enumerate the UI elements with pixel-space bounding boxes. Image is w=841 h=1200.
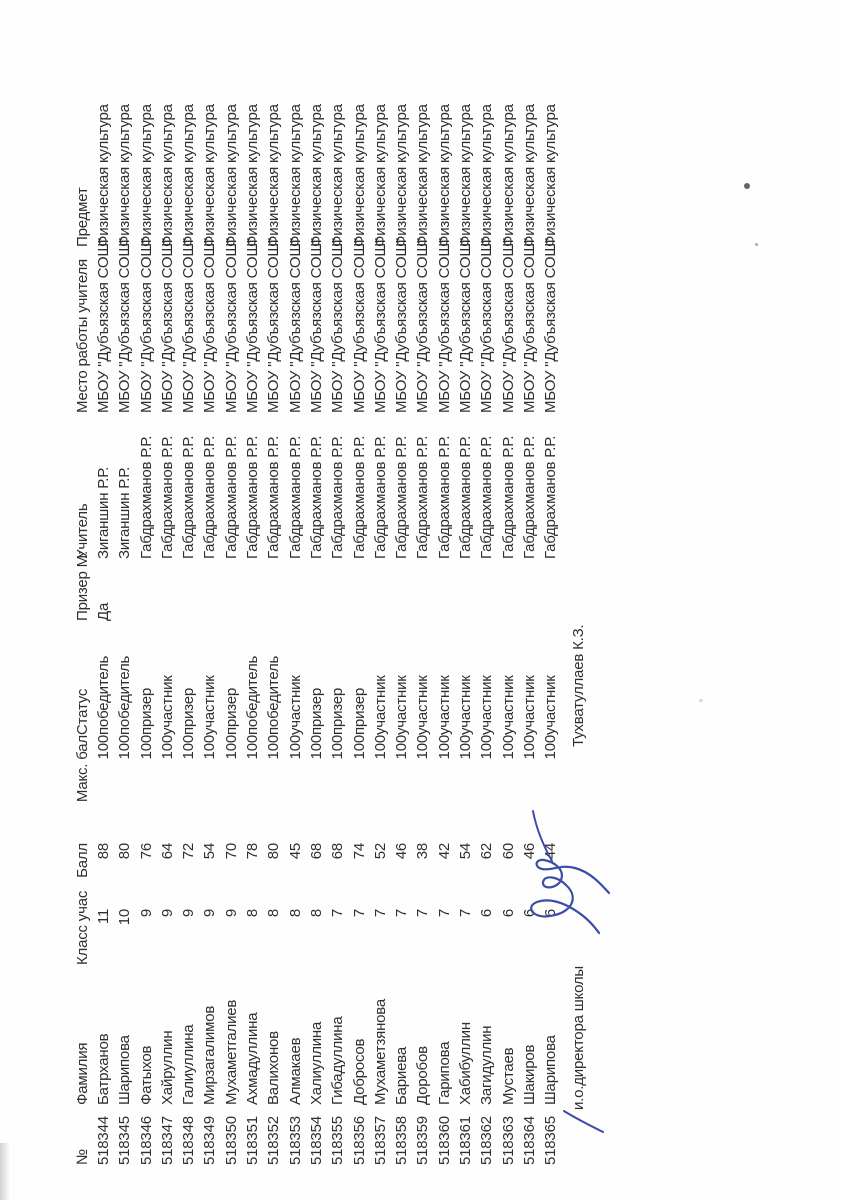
- cell-teacher: Габдрахманов Р.Р.: [286, 435, 304, 559]
- cell-grade: 6: [499, 909, 517, 918]
- cell-status: победитель: [95, 655, 112, 735]
- cell-subject: Физическая культура: [542, 104, 560, 247]
- cell-num: 518362: [478, 1116, 496, 1165]
- cell-surname: Ахмадуллина: [244, 1012, 262, 1105]
- cell-workplace: МБОУ "Дубъязская СОШ": [457, 237, 475, 413]
- cell-subject: Физическая культура: [371, 104, 389, 247]
- cell-subject: Физическая культура: [350, 104, 368, 247]
- cell-surname: Мирзагалимов: [201, 1005, 219, 1105]
- table-row: [327, 85, 348, 1165]
- cell-workplace: МБОУ "Дубъязская СОШ": [393, 237, 411, 413]
- cell-score: 46: [393, 843, 411, 860]
- cell-subject: Физическая культура: [393, 104, 411, 247]
- ink-speck: [744, 183, 750, 189]
- cell-score: 42: [435, 843, 453, 860]
- cell-teacher: Габдрахманов Р.Р.: [201, 435, 219, 559]
- cell-teacher: Габдрахманов Р.Р.: [265, 435, 283, 559]
- olympiad-results-table: [65, 85, 562, 1165]
- table-row: [136, 85, 157, 1165]
- cell-grade: 9: [158, 909, 176, 918]
- col-header-status: Статус: [73, 688, 91, 735]
- cell-subject: Физическая культура: [435, 104, 453, 247]
- cell-teacher: Габдрахманов Р.Р.: [244, 435, 262, 559]
- table-row: [199, 85, 220, 1165]
- table-row: [476, 85, 497, 1165]
- col-header-subject: Предмет: [73, 187, 91, 247]
- cell-subject: Физическая культура: [201, 104, 219, 247]
- cell-workplace: МБОУ "Дубъязская СОШ": [520, 237, 538, 413]
- cell-score: 54: [201, 843, 219, 860]
- cell-status: призер: [180, 687, 198, 735]
- cell-prize: [540, 559, 561, 621]
- table-row: [263, 85, 284, 1165]
- cell-prize: [114, 559, 135, 621]
- cell-workplace: МБОУ "Дубъязская СОШ": [307, 237, 325, 413]
- cell-score: 38: [414, 843, 432, 860]
- cell-num: 518350: [222, 1116, 240, 1165]
- cell-teacher: Габдрахманов Р.Р.: [158, 435, 176, 559]
- cell-surname: Гибадуллина: [329, 1016, 347, 1105]
- cell-prize: [370, 559, 391, 621]
- cell-grade: 9: [222, 909, 240, 918]
- cell-workplace: МБОУ "Дубъязская СОШ": [286, 237, 304, 413]
- cell-subject: Физическая культура: [265, 104, 283, 247]
- cell-grade: 7: [329, 909, 347, 918]
- cell-status: участник: [435, 675, 453, 735]
- cell-num: 518351: [244, 1116, 262, 1165]
- cell-subject: Физическая культура: [414, 104, 432, 247]
- cell-status: победитель: [244, 655, 262, 735]
- cell-max-score: 100: [95, 735, 112, 760]
- cell-num: 518346: [137, 1116, 155, 1165]
- table-row: [370, 85, 391, 1165]
- cell-prize: [178, 559, 199, 621]
- cell-grade: 9: [180, 909, 198, 918]
- col-header-max-score: Макс. бал: [73, 735, 91, 803]
- cell-max-score: 100: [201, 735, 219, 760]
- cell-status: победитель: [116, 655, 134, 735]
- cell-status: участник: [457, 675, 475, 735]
- cell-score: 54: [457, 843, 475, 860]
- cell-status: участник: [520, 675, 538, 735]
- cell-score: 72: [180, 843, 198, 860]
- cell-status: призер: [137, 687, 155, 735]
- table-row: [349, 85, 370, 1165]
- ink-speck: [755, 243, 758, 246]
- signer-name: Тухватуллаев К.З.: [570, 624, 587, 747]
- cell-prize: [391, 559, 412, 621]
- cell-score: 62: [478, 843, 496, 860]
- table-row: [242, 85, 263, 1165]
- cell-prize: [306, 559, 327, 621]
- cell-prize: [327, 559, 348, 621]
- cell-subject: Физическая культура: [95, 104, 112, 247]
- cell-surname: Шарипова: [542, 1035, 560, 1105]
- cell-subject: Физическая культура: [180, 104, 198, 247]
- rotated-scan-content: [65, 55, 665, 1165]
- cell-prize: [412, 559, 433, 621]
- cell-prize: [199, 559, 220, 621]
- cell-score: 76: [137, 843, 155, 860]
- cell-max-score: 100: [329, 735, 347, 760]
- cell-prize: [136, 559, 157, 621]
- cell-prize: [519, 559, 540, 621]
- cell-num: 518358: [393, 1116, 411, 1165]
- table-row: [412, 85, 433, 1165]
- cell-surname: Батрханов: [95, 1033, 112, 1105]
- cell-grade: 7: [393, 909, 411, 918]
- cell-max-score: 100: [499, 735, 517, 760]
- cell-teacher: Габдрахманов Р.Р.: [180, 435, 198, 559]
- cell-max-score: 100: [435, 735, 453, 760]
- cell-surname: Фатыхов: [137, 1045, 155, 1105]
- cell-num: 518355: [329, 1116, 347, 1165]
- cell-workplace: МБОУ "Дубъязская СОШ": [265, 237, 283, 413]
- cell-surname: Мухаметзянова: [371, 998, 389, 1105]
- table-row: [498, 85, 519, 1165]
- cell-max-score: 100: [478, 735, 496, 760]
- cell-status: участник: [478, 675, 496, 735]
- cell-num: 518365: [542, 1116, 560, 1165]
- signature-slash-stroke: [561, 1107, 607, 1135]
- cell-teacher: Габдрахманов Р.Р.: [307, 435, 325, 559]
- cell-status: участник: [201, 675, 219, 735]
- cell-num: 518344: [95, 1116, 112, 1165]
- col-header-grade: Класс учас: [73, 890, 91, 965]
- cell-workplace: МБОУ "Дубъязская СОШ": [244, 237, 262, 413]
- cell-num: 518356: [350, 1116, 368, 1165]
- cell-grade: 7: [457, 909, 475, 918]
- cell-status: победитель: [265, 655, 283, 735]
- scan-corner-shadow: [0, 1143, 10, 1200]
- cell-grade: 6: [478, 909, 496, 918]
- cell-max-score: 100: [542, 735, 560, 760]
- cell-max-score: 100: [350, 735, 368, 760]
- cell-subject: Физическая культура: [499, 104, 517, 247]
- cell-workplace: МБОУ "Дубъязская СОШ": [499, 237, 517, 413]
- table-header: [65, 85, 93, 1165]
- cell-grade: 11: [95, 909, 112, 925]
- cell-score: 52: [371, 843, 389, 860]
- col-header-prize: Призер М:: [73, 551, 91, 621]
- cell-status: участник: [414, 675, 432, 735]
- ink-speck: [699, 699, 703, 702]
- cell-prize: [455, 559, 476, 621]
- col-header-workplace: Место работы учителя: [73, 259, 91, 413]
- cell-prize: Да: [95, 602, 112, 621]
- cell-status: участник: [542, 675, 560, 735]
- cell-teacher: Габдрахманов Р.Р.: [222, 435, 240, 559]
- cell-surname: Хайруллин: [158, 1030, 176, 1105]
- cell-score: 60: [499, 843, 517, 860]
- cell-surname: Халиуллина: [307, 1021, 325, 1105]
- cell-status: призер: [329, 687, 347, 735]
- cell-grade: 8: [265, 909, 283, 918]
- cell-subject: Физическая культура: [286, 104, 304, 247]
- table-row: [157, 85, 178, 1165]
- cell-grade: 6: [520, 909, 538, 918]
- cell-status: участник: [371, 675, 389, 735]
- cell-teacher: Габдрахманов Р.Р.: [542, 435, 560, 559]
- cell-teacher: Зиганшин Р.Р.: [95, 466, 112, 559]
- cell-prize: [242, 559, 263, 621]
- cell-surname: Добросов: [350, 1038, 368, 1105]
- cell-score: 78: [244, 843, 262, 860]
- cell-prize: [157, 559, 178, 621]
- cell-max-score: 100: [414, 735, 432, 760]
- cell-surname: Мустаев: [499, 1047, 517, 1105]
- cell-score: 80: [116, 843, 134, 860]
- results-table-body: [93, 85, 562, 1165]
- cell-max-score: 100: [180, 735, 198, 760]
- table-row: [519, 85, 540, 1165]
- cell-num: 518360: [435, 1116, 453, 1165]
- table-row: [285, 85, 306, 1165]
- table-row: [221, 85, 242, 1165]
- cell-status: призер: [307, 687, 325, 735]
- cell-teacher: Габдрахманов Р.Р.: [414, 435, 432, 559]
- cell-grade: 7: [435, 909, 453, 918]
- cell-workplace: МБОУ "Дубъязская СОШ": [542, 237, 560, 413]
- cell-subject: Физическая культура: [307, 104, 325, 247]
- cell-workplace: МБОУ "Дубъязская СОШ": [95, 237, 112, 413]
- cell-grade: 9: [201, 909, 219, 918]
- cell-subject: Физическая культура: [158, 104, 176, 247]
- cell-max-score: 100: [520, 735, 538, 760]
- cell-grade: 9: [137, 909, 155, 918]
- cell-score: 45: [286, 843, 304, 860]
- table-row: [434, 85, 455, 1165]
- cell-subject: Физическая культура: [520, 104, 538, 247]
- cell-surname: Бариева: [393, 1047, 411, 1105]
- cell-status: участник: [158, 675, 176, 735]
- cell-num: 518348: [180, 1116, 198, 1165]
- cell-num: 518353: [286, 1116, 304, 1165]
- cell-subject: Физическая культура: [457, 104, 475, 247]
- cell-num: 518345: [116, 1116, 134, 1165]
- cell-surname: Шарипова: [116, 1035, 134, 1105]
- cell-prize: [476, 559, 497, 621]
- cell-num: 518347: [158, 1116, 176, 1165]
- cell-max-score: 100: [457, 735, 475, 760]
- cell-workplace: МБОУ "Дубъязская СОШ": [116, 237, 134, 413]
- cell-score: 88: [95, 843, 112, 860]
- cell-subject: Физическая культура: [478, 104, 496, 247]
- cell-workplace: МБОУ "Дубъязская СОШ": [371, 237, 389, 413]
- cell-max-score: 100: [137, 735, 155, 760]
- cell-num: 518352: [265, 1116, 283, 1165]
- table-row: [391, 85, 412, 1165]
- cell-max-score: 100: [265, 735, 283, 760]
- cell-prize: [285, 559, 306, 621]
- cell-workplace: МБОУ "Дубъязская СОШ": [350, 237, 368, 413]
- cell-status: участник: [286, 675, 304, 735]
- cell-subject: Физическая культура: [116, 104, 134, 247]
- table-row: [540, 85, 561, 1165]
- cell-grade: 8: [286, 909, 304, 918]
- header-row: [65, 85, 93, 1165]
- col-header-teacher: Учитель: [73, 503, 91, 559]
- cell-max-score: 100: [222, 735, 240, 760]
- cell-surname: Загидуллин: [478, 1025, 496, 1105]
- cell-grade: 6: [542, 909, 560, 918]
- cell-teacher: Габдрахманов Р.Р.: [393, 435, 411, 559]
- cell-score: 64: [158, 843, 176, 860]
- cell-subject: Физическая культура: [329, 104, 347, 247]
- col-header-number: №: [73, 1149, 91, 1165]
- cell-score: 46: [520, 843, 538, 860]
- cell-workplace: МБОУ "Дубъязская СОШ": [435, 237, 453, 413]
- cell-subject: Физическая культура: [137, 104, 155, 247]
- cell-num: 518357: [371, 1116, 389, 1165]
- cell-score: 68: [307, 843, 325, 860]
- cell-score: 44: [542, 843, 560, 860]
- cell-surname: Хабибуллин: [457, 1022, 475, 1105]
- cell-workplace: МБОУ "Дубъязская СОШ": [478, 237, 496, 413]
- cell-teacher: Габдрахманов Р.Р.: [435, 435, 453, 559]
- cell-grade: 8: [307, 909, 325, 918]
- cell-surname: Мухаметгалиев: [222, 999, 240, 1105]
- cell-surname: Шакиров: [520, 1044, 538, 1105]
- director-role-label: и.о.директора школы: [570, 965, 587, 1110]
- cell-status: призер: [222, 687, 240, 735]
- cell-workplace: МБОУ "Дубъязская СОШ": [158, 237, 176, 413]
- cell-teacher: Габдрахманов Р.Р.: [371, 435, 389, 559]
- cell-num: 518359: [414, 1116, 432, 1165]
- cell-score: 80: [265, 843, 283, 860]
- table-row: [114, 85, 135, 1165]
- cell-status: участник: [499, 675, 517, 735]
- cell-grade: 7: [350, 909, 368, 918]
- cell-teacher: Зиганшин Р.Р.: [116, 466, 134, 559]
- cell-grade: 7: [414, 909, 432, 918]
- col-header-surname: Фамилия: [73, 1042, 91, 1105]
- cell-surname: Гарипова: [435, 1041, 453, 1105]
- cell-max-score: 100: [286, 735, 304, 760]
- col-header-score: Балл: [73, 843, 91, 878]
- cell-max-score: 100: [116, 735, 134, 760]
- cell-prize: [263, 559, 284, 621]
- cell-prize: [498, 559, 519, 621]
- cell-teacher: Габдрахманов Р.Р.: [520, 435, 538, 559]
- cell-surname: Доробов: [414, 1046, 432, 1105]
- cell-workplace: МБОУ "Дубъязская СОШ": [329, 237, 347, 413]
- cell-teacher: Габдрахманов Р.Р.: [329, 435, 347, 559]
- handwritten-signature: [521, 803, 621, 941]
- cell-teacher: Габдрахманов Р.Р.: [478, 435, 496, 559]
- cell-workplace: МБОУ "Дубъязская СОШ": [201, 237, 219, 413]
- cell-grade: 7: [371, 909, 389, 918]
- cell-grade: 10: [116, 909, 134, 926]
- cell-status: призер: [350, 687, 368, 735]
- cell-max-score: 100: [307, 735, 325, 760]
- cell-num: 518349: [201, 1116, 219, 1165]
- cell-prize: [349, 559, 370, 621]
- cell-num: 518363: [499, 1116, 517, 1165]
- cell-workplace: МБОУ "Дубъязская СОШ": [414, 237, 432, 413]
- cell-workplace: МБОУ "Дубъязская СОШ": [222, 237, 240, 413]
- cell-score: 74: [350, 843, 368, 860]
- cell-subject: Физическая культура: [244, 104, 262, 247]
- cell-num: 518354: [307, 1116, 325, 1165]
- cell-score: 68: [329, 843, 347, 860]
- cell-max-score: 100: [158, 735, 176, 760]
- table-row: [178, 85, 199, 1165]
- cell-surname: Алмакаев: [286, 1037, 304, 1105]
- cell-max-score: 100: [393, 735, 411, 760]
- table-row: [93, 85, 114, 1165]
- cell-grade: 8: [244, 909, 262, 918]
- cell-score: 70: [222, 843, 240, 860]
- table-row: [455, 85, 476, 1165]
- table-row: [306, 85, 327, 1165]
- cell-max-score: 100: [244, 735, 262, 760]
- cell-teacher: Габдрахманов Р.Р.: [499, 435, 517, 559]
- cell-workplace: МБОУ "Дубъязская СОШ": [180, 237, 198, 413]
- cell-subject: Физическая культура: [222, 104, 240, 247]
- cell-status: участник: [393, 675, 411, 735]
- cell-num: 518364: [520, 1116, 538, 1165]
- cell-surname: Валихонов: [265, 1031, 283, 1105]
- cell-teacher: Габдрахманов Р.Р.: [457, 435, 475, 559]
- cell-teacher: Габдрахманов Р.Р.: [137, 435, 155, 559]
- cell-prize: [221, 559, 242, 621]
- cell-teacher: Габдрахманов Р.Р.: [350, 435, 368, 559]
- cell-num: 518361: [457, 1116, 475, 1165]
- cell-surname: Галиуллина: [180, 1024, 198, 1105]
- cell-workplace: МБОУ "Дубъязская СОШ": [137, 237, 155, 413]
- cell-max-score: 100: [371, 735, 389, 760]
- cell-prize: [434, 559, 455, 621]
